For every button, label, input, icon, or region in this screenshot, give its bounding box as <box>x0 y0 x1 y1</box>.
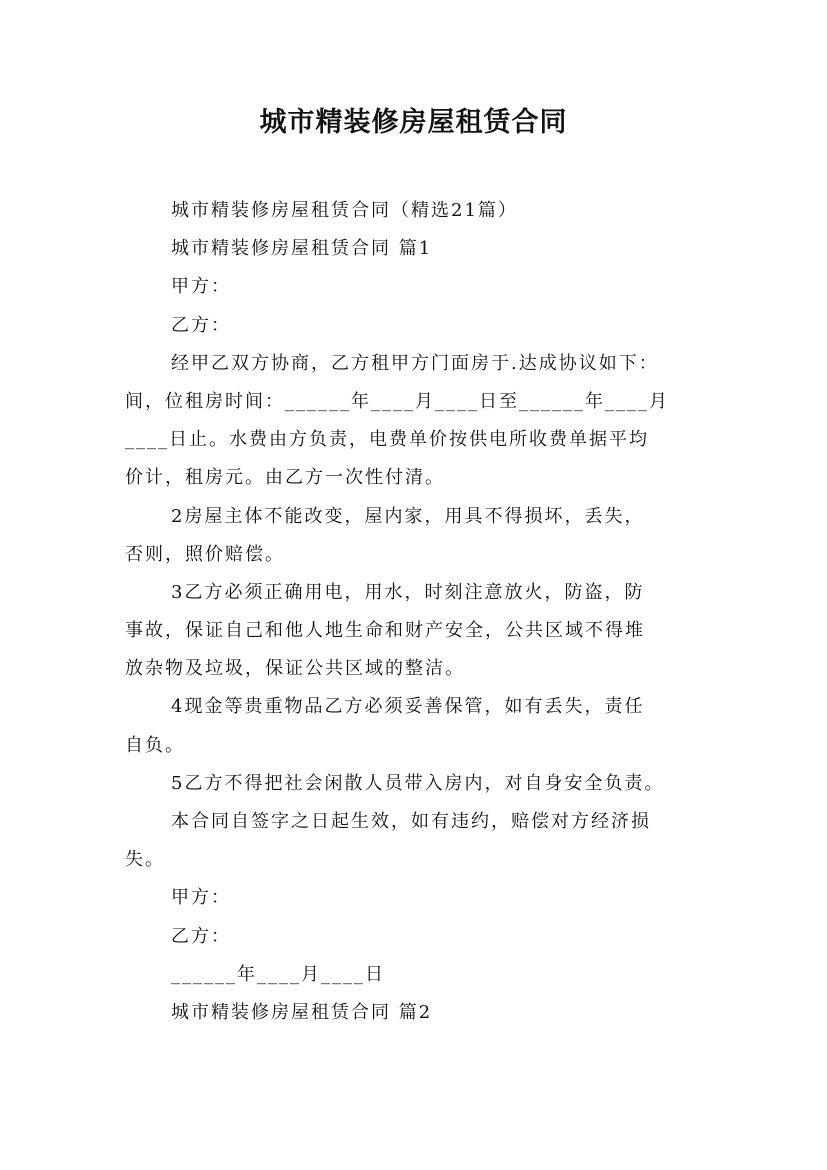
document-line: 甲方： <box>171 887 231 909</box>
document-line: 经甲乙双方协商，乙方租甲方门面房于.达成协议如下： <box>171 352 659 374</box>
document-line: ____日止。水费由方负责，电费单价按供电所收费单据平均 <box>125 429 649 451</box>
document-line: 5乙方不得把社会闲散人员带入房内，对自身安全负责。 <box>171 772 665 794</box>
document-line: 3乙方必须正确用电，用水，时刻注意放火，防盗，防 <box>171 581 645 603</box>
document-line: 乙方： <box>171 314 231 336</box>
document-title: 城市精装修房屋租赁合同 <box>259 107 568 138</box>
document-line: 城市精装修房屋租赁合同 篇1 <box>171 238 433 260</box>
document-line: ______年____月____日 <box>171 963 385 985</box>
document-line: 失。 <box>125 849 165 871</box>
document-line: 甲方： <box>171 276 231 298</box>
document-line: 放杂物及垃圾，保证公共区域的整洁。 <box>125 658 465 680</box>
document-line: 间，位租房时间：______年____月____日至______年____月 <box>125 390 669 412</box>
document-line: 2房屋主体不能改变，屋内家，用具不得损坏，丢失， <box>171 505 645 527</box>
document-line: 本合同自签字之日起生效，如有违约，赔偿对方经济损 <box>171 811 651 832</box>
document-line: 城市精装修房屋租赁合同 篇2 <box>171 1001 433 1023</box>
document-line: 4现金等贵重物品乙方必须妥善保管，如有丢失，责任 <box>171 696 645 718</box>
document-body <box>125 192 715 1032</box>
document-line: 事故，保证自己和他人地生命和财产安全，公共区域不得堆 <box>125 620 645 642</box>
document-line: 价计，租房元。由乙方一次性付清。 <box>125 467 445 489</box>
document-line: 否则，照价赔偿。 <box>125 543 285 565</box>
document-line: 城市精装修房屋租赁合同（精选21篇） <box>171 200 518 221</box>
document-line: 自负。 <box>125 734 185 756</box>
document-line: 乙方： <box>171 925 231 947</box>
